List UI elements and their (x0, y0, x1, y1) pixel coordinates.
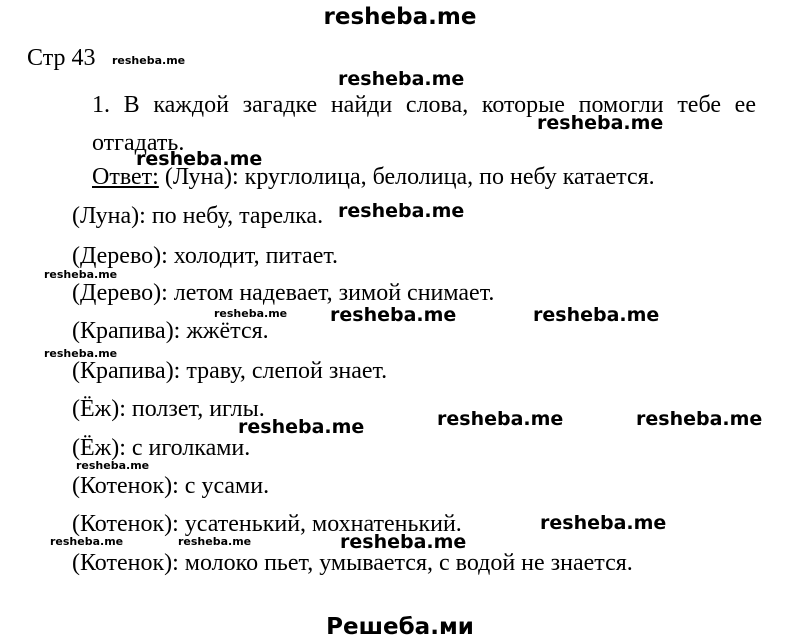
answer-line: (Луна): по небу, тарелка. (72, 203, 324, 229)
answer-line: (Дерево): летом надевает, зимой снимает. (72, 280, 495, 306)
watermark: resheba.me (44, 268, 118, 281)
site-footer: Решеба.ми (326, 614, 474, 640)
watermark: resheba.me (338, 200, 465, 222)
answer-line: (Котенок): усатенький, мохнатенький. (72, 511, 462, 537)
watermark: resheba.me (214, 307, 288, 320)
watermark: resheba.me (340, 531, 467, 553)
watermark: resheba.me (537, 112, 664, 134)
answer-line: (Крапива): траву, слепой знает. (72, 358, 388, 384)
watermark: resheba.me (238, 416, 365, 438)
answer-line: (Ёж): с иголками. (72, 435, 251, 461)
watermark: resheba.me (44, 347, 118, 360)
answer-label: Ответ: (92, 164, 159, 190)
watermark: resheba.me (178, 535, 252, 548)
watermark: resheba.me (533, 304, 660, 326)
watermark: resheba.me (330, 304, 457, 326)
watermark: resheba.me (112, 54, 186, 67)
task-text: 1. В каждой загадке найди слова, которые помогли тебе ее отгадать. (92, 92, 756, 156)
watermark: resheba.me (540, 512, 667, 534)
site-header: resheba.me (323, 4, 477, 30)
answer-line-0: (Луна): круглолица, белолица, по небу катается. (158, 164, 655, 190)
answer-line: (Котенок): молоко пьет, умывается, с водой не знается. (72, 550, 633, 576)
watermark: resheba.me (437, 408, 564, 430)
answer-line: (Котенок): с усами. (72, 473, 270, 499)
watermark: resheba.me (136, 148, 263, 170)
answer-line: (Ёж): ползет, иглы. (72, 396, 265, 422)
watermark: resheba.me (636, 408, 763, 430)
answer-line: (Крапива): жжётся. (72, 318, 269, 344)
answer-line: (Дерево): холодит, питает. (72, 243, 339, 269)
watermark: resheba.me (338, 68, 465, 90)
watermark: resheba.me (76, 459, 150, 472)
page-number: Стр 43 (27, 45, 96, 71)
watermark: resheba.me (50, 535, 124, 548)
